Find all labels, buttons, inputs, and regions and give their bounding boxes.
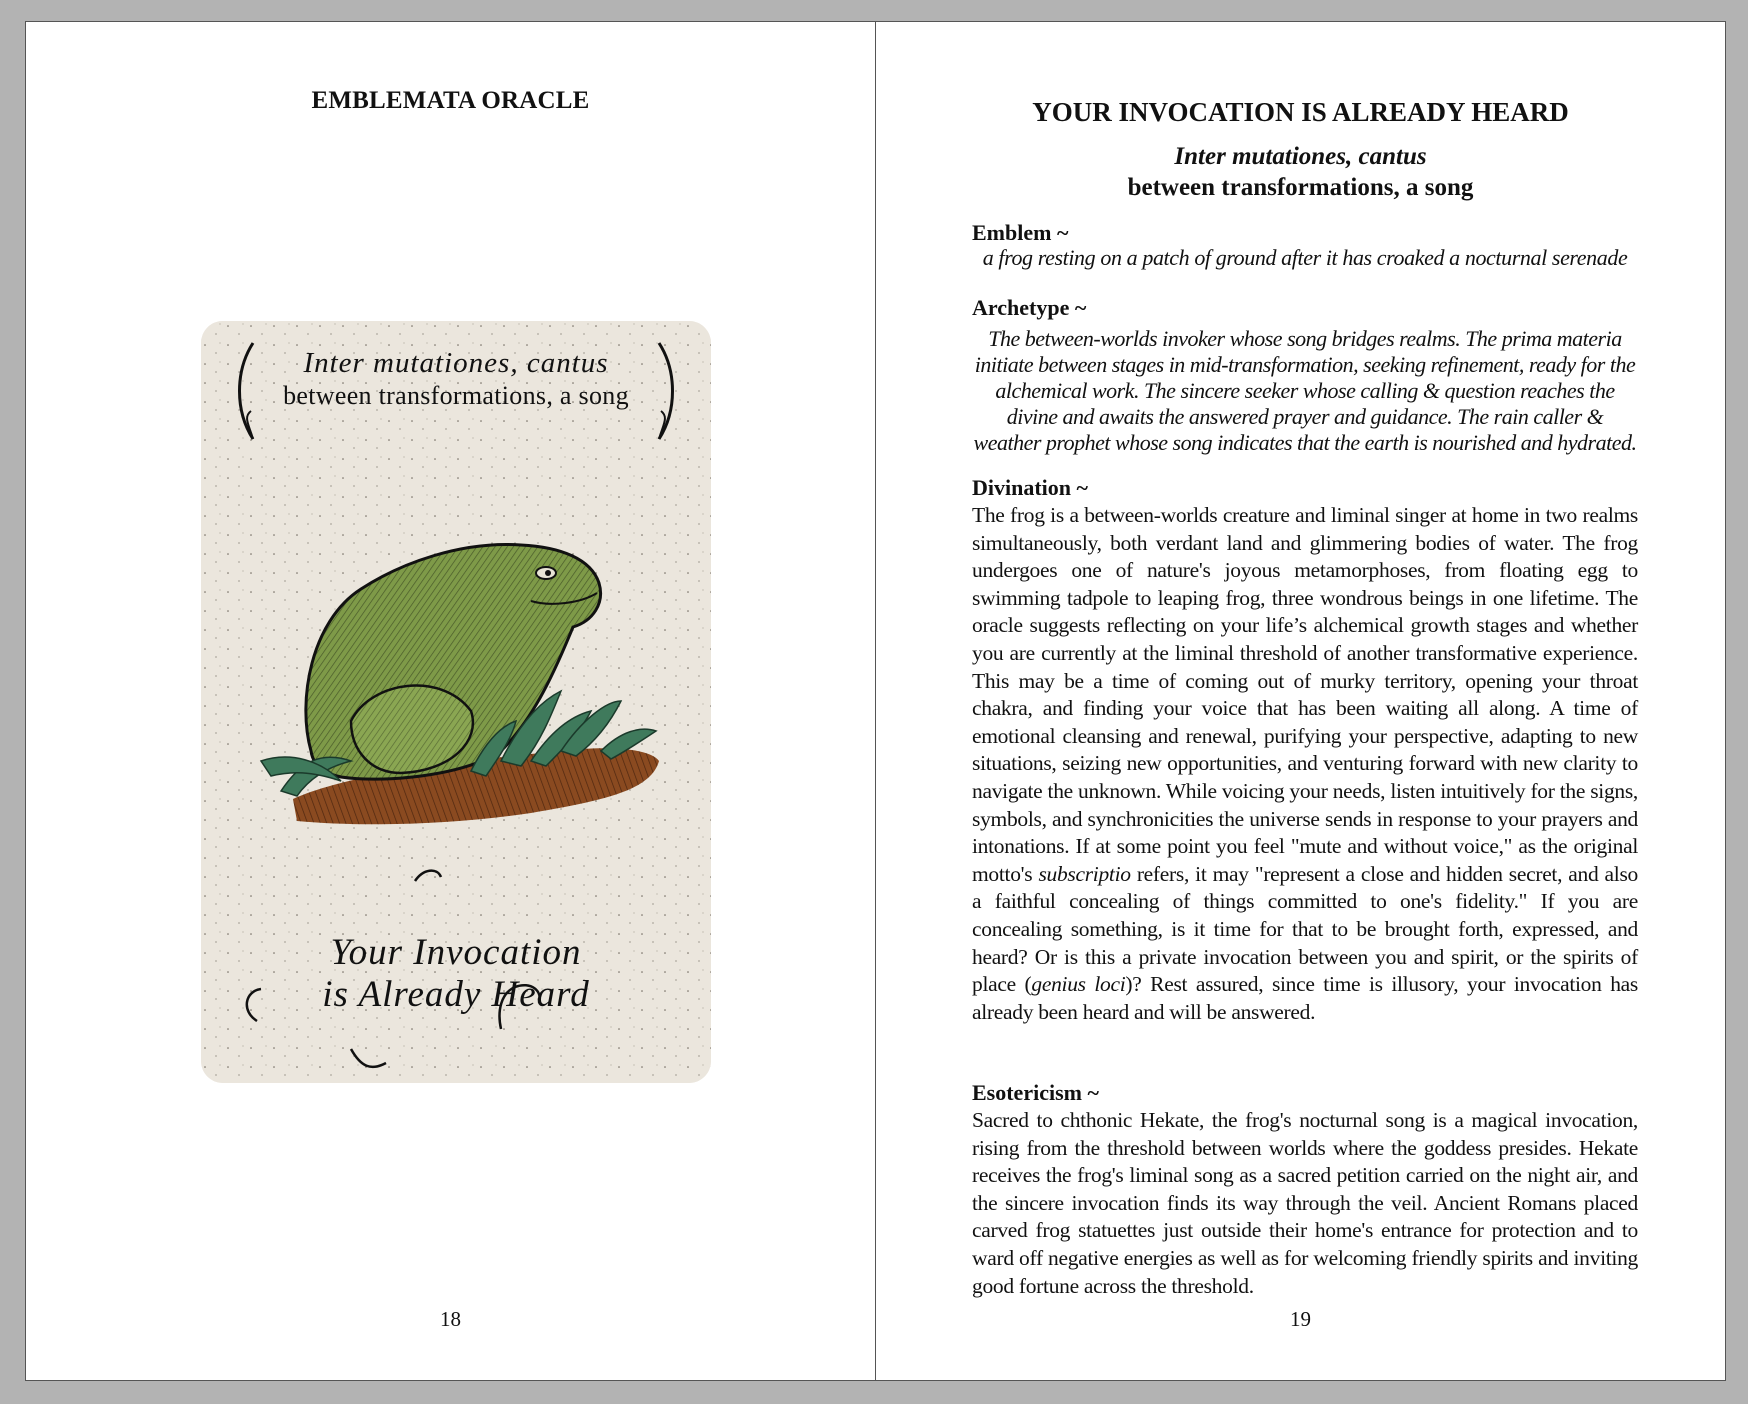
divination-text-part1: The frog is a between-worlds creature and liminal singer at home in two realms simultaneously, both verdant land and glimmering bodies of water. The frog undergoes one of nature's joyous metamorphoses, from floating egg to swimming tadpole to leaping frog, three wondrous beings in one lifetime. The oracle suggests reflecting on your life’s alchemical growth stages and whether you are currently at the liminal threshold of another transformative experience. This may be a time of coming out of murky territory, opening your throat chakra, and finding your voice that has been waiting all along. A time of emotional cleansing and renewal, purifying your perspective, adapting to new situations, seizing new opportunities, and venturing forward with new clarity to navigate the unknown. While voicing your needs, listen intuitively for the signs, symbols, and synchronicities the universe sends in response to your prayers and intonations. If at some point you feel "mute and without voice," as the original motto's xyxy=(972,503,1638,886)
archetype-text: The between-worlds invoker whose song bridges realms. The prima materia initiate between stages in mid-transformation, seeking refinement, ready for the alchemical work. The sincere seeker whose calling & question reaches the divine and awaits the answered prayer and guidance. The rain caller & weather prophet whose song indicates that the earth is nourished and hydrated. xyxy=(973,326,1637,455)
esotericism-text: Sacred to chthonic Hekate, the frog's nocturnal song is a magical invocation, rising from the threshold between worlds where the goddess presides. Hekate receives the frog's liminal song as a sacred petition carried on the night air, and the sincere invocation finds its way through the veil. Ancient Romans placed carved frog statuettes just outside their home's entrance for protection and to ward off negative energies as well as for welcoming friendly spirits and inviting good fortune across the threshold. xyxy=(972,1108,1638,1298)
left-page xyxy=(26,22,875,1380)
emblem-heading: Emblem ~ xyxy=(972,220,1069,245)
emblem-text: a frog resting on a patch of ground after it has croaked a nocturnal serenade xyxy=(982,245,1628,270)
divination-text-part2: refers, it may "represent a close and hidden secret, and also a faithful concealing of things committed to one's fidelity." If you are concealing something, is it time for that to be brought forth, expressed, and heard? Or is this a private invocation between you and spirit, or the spirits of place ( xyxy=(972,861,1638,997)
subtitle-latin: Inter mutationes, cantus xyxy=(1174,143,1427,170)
running-head: EMBLEMATA ORACLE xyxy=(311,87,590,114)
divination-text-part3: )? Rest assured, since time is illusory, your invocation has already been heard and will be answered. xyxy=(972,972,1638,1024)
esotericism-heading: Esotericism ~ xyxy=(972,1080,1099,1105)
divination-italic-subscriptio: subscriptio xyxy=(1038,861,1131,886)
archetype-heading: Archetype ~ xyxy=(972,295,1087,320)
page-title: YOUR INVOCATION IS ALREADY HEARD xyxy=(1032,97,1569,127)
page-number: 18 xyxy=(440,1307,461,1331)
card-title-line1: Your Invocation xyxy=(330,932,582,973)
card-motto-english: between transformations, a song xyxy=(283,381,629,410)
divination-text xyxy=(972,502,1638,1026)
card-title-line2: is Already Heard xyxy=(322,974,590,1015)
page-number: 19 xyxy=(1290,1307,1311,1331)
divination-heading: Divination ~ xyxy=(972,475,1088,500)
card-motto-latin: Inter mutationes, cantus xyxy=(303,347,609,379)
oracle-card xyxy=(201,321,711,1083)
subtitle-english: between transformations, a song xyxy=(1127,174,1474,201)
right-page xyxy=(876,22,1725,1380)
divination-italic-genius-loci: genius loci xyxy=(1031,972,1126,997)
